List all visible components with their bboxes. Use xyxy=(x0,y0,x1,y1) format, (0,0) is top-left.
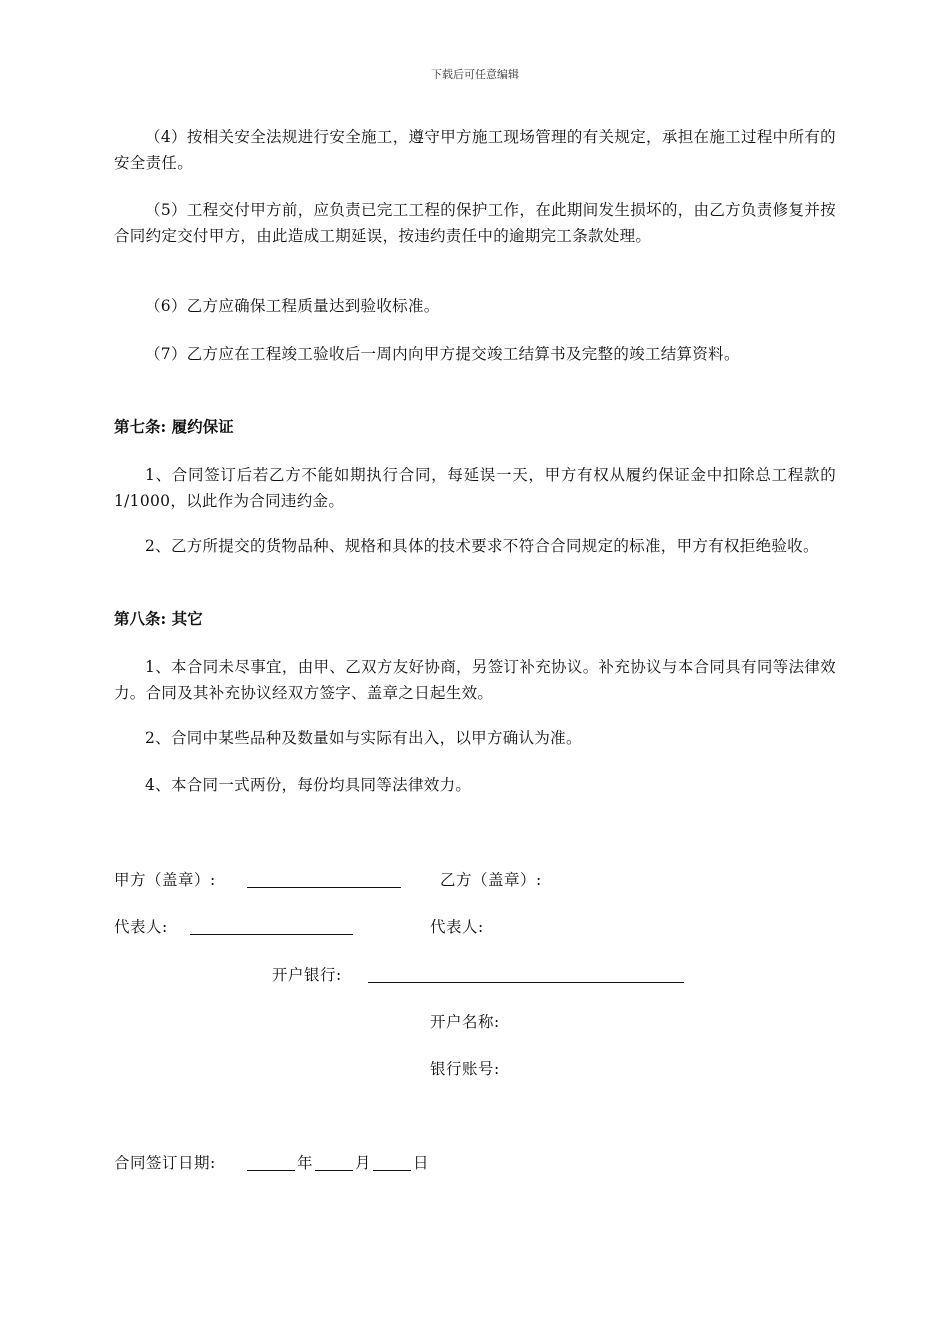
month-label: 月 xyxy=(355,1154,372,1172)
day-label: 日 xyxy=(413,1154,430,1172)
account-name-label: 开户名称: xyxy=(430,1013,500,1031)
rep-a-blank[interactable] xyxy=(190,934,353,935)
article-8-item-2: 2、合同中某些品种及数量如与实际有出入，以甲方确认为准。 xyxy=(145,729,582,747)
bank-blank[interactable] xyxy=(368,982,684,983)
clause-6: （6）乙方应确保工程质量达到验收标准。 xyxy=(145,297,440,315)
bank-label: 开户银行: xyxy=(272,966,342,984)
month-blank[interactable] xyxy=(315,1170,353,1171)
article-7-title: 第七条: 履约保证 xyxy=(114,417,234,436)
year-label: 年 xyxy=(297,1154,314,1172)
article-7-item-1: 1、合同签订后若乙方不能如期执行合同，每延误一天，甲方有权从履约保证金中扣除总工程款的 1/1000，以此作为合同违约金。 xyxy=(114,466,836,510)
article-8-item-1: 1、本合同未尽事宜，由甲、乙双方友好协商，另签订补充协议。补充协议与本合同具有同等法律效力。合同及其补充协议经双方签字、盖章之日起生效。 xyxy=(114,658,836,702)
party-b-label: 乙方（盖章）: xyxy=(440,871,542,889)
header-note: 下载后可任意编辑 xyxy=(431,68,519,81)
clause-4: （4）按相关安全法规进行安全施工，遵守甲方施工现场管理的有关规定，承担在施工过程中所有的安全责任。 xyxy=(114,128,836,172)
article-8-title: 第八条: 其它 xyxy=(114,609,203,628)
party-a-label: 甲方（盖章）: xyxy=(114,871,216,889)
account-no-label: 银行账号: xyxy=(430,1060,500,1078)
year-blank[interactable] xyxy=(247,1170,295,1171)
party-a-blank[interactable] xyxy=(247,887,401,888)
day-blank[interactable] xyxy=(373,1170,411,1171)
clause-7: （7）乙方应在工程竣工验收后一周内向甲方提交竣工结算书及完整的竣工结算资料。 xyxy=(145,345,740,363)
date-label: 合同签订日期: xyxy=(114,1154,216,1172)
rep-a-label: 代表人: xyxy=(114,918,168,936)
article-7-item-2: 2、乙方所提交的货物品种、规格和具体的技术要求不符合合同规定的标准，甲方有权拒绝验收。 xyxy=(145,537,819,555)
clause-5: （5）工程交付甲方前，应负责已完工工程的保护工作，在此期间发生损坏的，由乙方负责修复并按合同约定交付甲方，由此造成工期延误，按违约责任中的逾期完工条款处理。 xyxy=(114,201,836,245)
rep-b-label: 代表人: xyxy=(430,918,484,936)
article-8-item-4: 4、本合同一式两份，每份均具同等法律效力。 xyxy=(145,776,472,794)
